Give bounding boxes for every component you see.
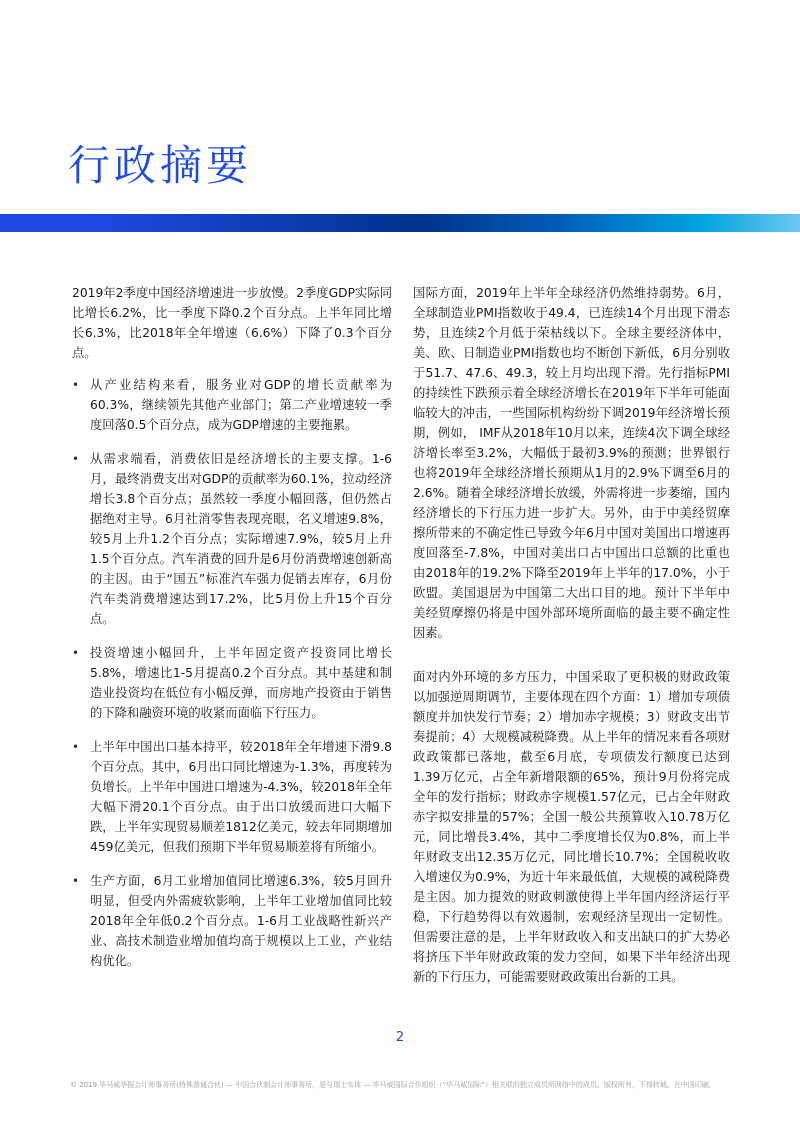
bullet-text: 投资增速小幅回升，上半年固定资产投资同比增长5.8%，增速比1-5月提高0.2个百分点。其中基建和制造业投资均在低位有小幅反弹，而房地产投资由于销售的下降和融资环境的收紧而面临下行压力。 (90, 646, 392, 720)
bullet-item-industry (72, 375, 392, 435)
bullet-text: 生产方面，6月工业增加值同比增速6.3%，较5月回升明显，但受内外需疲软影响，上半年工业增加值同比较2018年全年低0.2个百分点。1-6月工业战略性新兴产业、高技术制造业增加值均高于规模以上工业，产业结构优化。 (90, 874, 392, 968)
fiscal-policy-paragraph: 面对内外环境的多方压力，中国采取了更积极的财政政策以加强逆周期调节，主要体现在四个方面：1）增加专项债额度并加快发行节奏；2）增加赤字规模；3）财政支出节奏提前；4）大规模减税降费。从上半年的情况来看各项财政政策都已落地，截至6月底，专项债发行额度已达到1.39万亿元，占全年新增限额的65%，预计9月份将完成全年的发行指标；财政赤字规模1.57亿元，已占全年财政赤字拟安排量的57%；全国一般公共预算收入10.78万亿元，同比增長3.4%，其中二季度增长仅为0.8%，而上半年财政支出12.35万亿元，同比增长10.7%；全国税收收入增速仅为0.9%，为近十年来最低值，大规模的减税降费是主因。加力提效的财政刺激使得上半年国内经济运行平稳，下行趋势得以有效遏制，宏观经济呈现出一定韧性。但需要注意的是，上半年财政收入和支出缺口的扩大势必将挤压下半年财政政策的发力空间，如果下半年经济出现新的下行压力，可能需要财政政策出台新的工具。 (413, 670, 730, 984)
bullet-item-consumption (72, 449, 392, 629)
bullet-icon: • (72, 646, 80, 660)
header-color-band (0, 214, 800, 232)
left-column (72, 283, 392, 985)
bullet-icon: • (72, 874, 80, 888)
bullet-text: 从需求端看，消费依旧是经济增长的主要支撑。1-6月，最终消费支出对GDP的贡献率为60.1%，拉动经济增长3.8个百分点；虽然较一季度小幅回落，但仍然占据绝对主导。6月社消零售表现亮眼，名义增速9.8%，较5月上升1.2个百分点；实际增速7.9%，较5月上升1.5个百分点。汽车消费的回升是6月份消费增速创新高的主因。由于“国五”标准汽车强力促销去库存，6月份汽车类消费增速达到17.2%，比5月份上升15个百分点。 (90, 452, 392, 626)
bullet-icon: • (72, 378, 80, 392)
bullet-icon: • (72, 452, 80, 466)
bullet-text: 从产业结构来看，服务业对GDP的增长贡献率为60.3%，继续领先其他产业部门；第二产业增速较一季度回落0.5个百分点，成为GDP增速的主要拖累。 (90, 378, 392, 432)
bullet-item-trade (72, 737, 392, 857)
page-title: 行政摘要 (68, 141, 253, 190)
bullet-item-investment (72, 643, 392, 723)
bullet-text: 上半年中国出口基本持平，较2018年全年增速下滑9.8个百分点。其中，6月出口同比增速为-1.3%，再度转为负增长。上半年中国进口增速为-4.3%，较2018年全年大幅下滑20.1个百分点。由于出口放缓而进口大幅下跌，上半年实现贸易顺差1812亿美元，较去年同期增加459亿美元，但我们预期下半年贸易顺差将有所缩小。 (90, 740, 392, 854)
bullet-icon: • (72, 740, 80, 754)
page-number: 2 (395, 1030, 405, 1045)
copyright-footer: © 2019 毕马威华振会计师事务所(特殊普通合伙) — 中国合伙制会计师事务所，是与瑞士实体 — 毕马威国际合作组织（“毕马威国际”）相关联的独立成员所网络中的成员。版权所有，不得转载。在中国印刷。 (70, 1081, 716, 1089)
right-column (413, 283, 730, 1011)
international-paragraph: 国际方面，2019年上半年全球经济仍然维持弱势。6月，全球制造业PMI指数收于49.4，已连续14个月出现下滑态势，且连续2个月低于荣枯线以下。全球主要经济体中，美、欧、日制造业PMI指数也均不断创下新低，6月分别收于51.7、47.6、49.3，较上月均出现下滑。先行指标PMI的持续性下跌预示着全球经济增长在2019年下半年可能面临较大的冲击，一些国际机构纷纷下调2019年经济增长预期，例如， IMF从2018年10月以来，连续4次下调全球经济增长率至3.2%，大幅低于最初3.9%的预测；世界银行也将2019年全球经济增长预期从1月的2.9%下调至6月的2.6%。随着全球经济增长放缓，外需将进一步萎缩，国内经济增长的下行压力进一步扩大。另外，由于中美经贸摩擦所带来的不确定性已导致今年6月中国对美国出口增速再度回落至-7.8%，中国对美出口占中国出口总额的比重也由2018年的19.2%下降至2019年上半年的17.0%，小于欧盟。美国退居为中国第二大出口目的地。预计下半年中美经贸摩擦仍将是中国外部环境所面临的最主要不确定性因素。 (413, 286, 730, 640)
intro-paragraph: 2019年2季度中国经济增速进一步放慢。2季度GDP实际同比增长6.2%，比一季度下降0.2个百分点。上半年同比增长6.3%，比2018年全年增速（6.6%）下降了0.3个百分点。 (72, 286, 392, 360)
bullet-item-production (72, 871, 392, 971)
bullet-list (72, 375, 392, 971)
